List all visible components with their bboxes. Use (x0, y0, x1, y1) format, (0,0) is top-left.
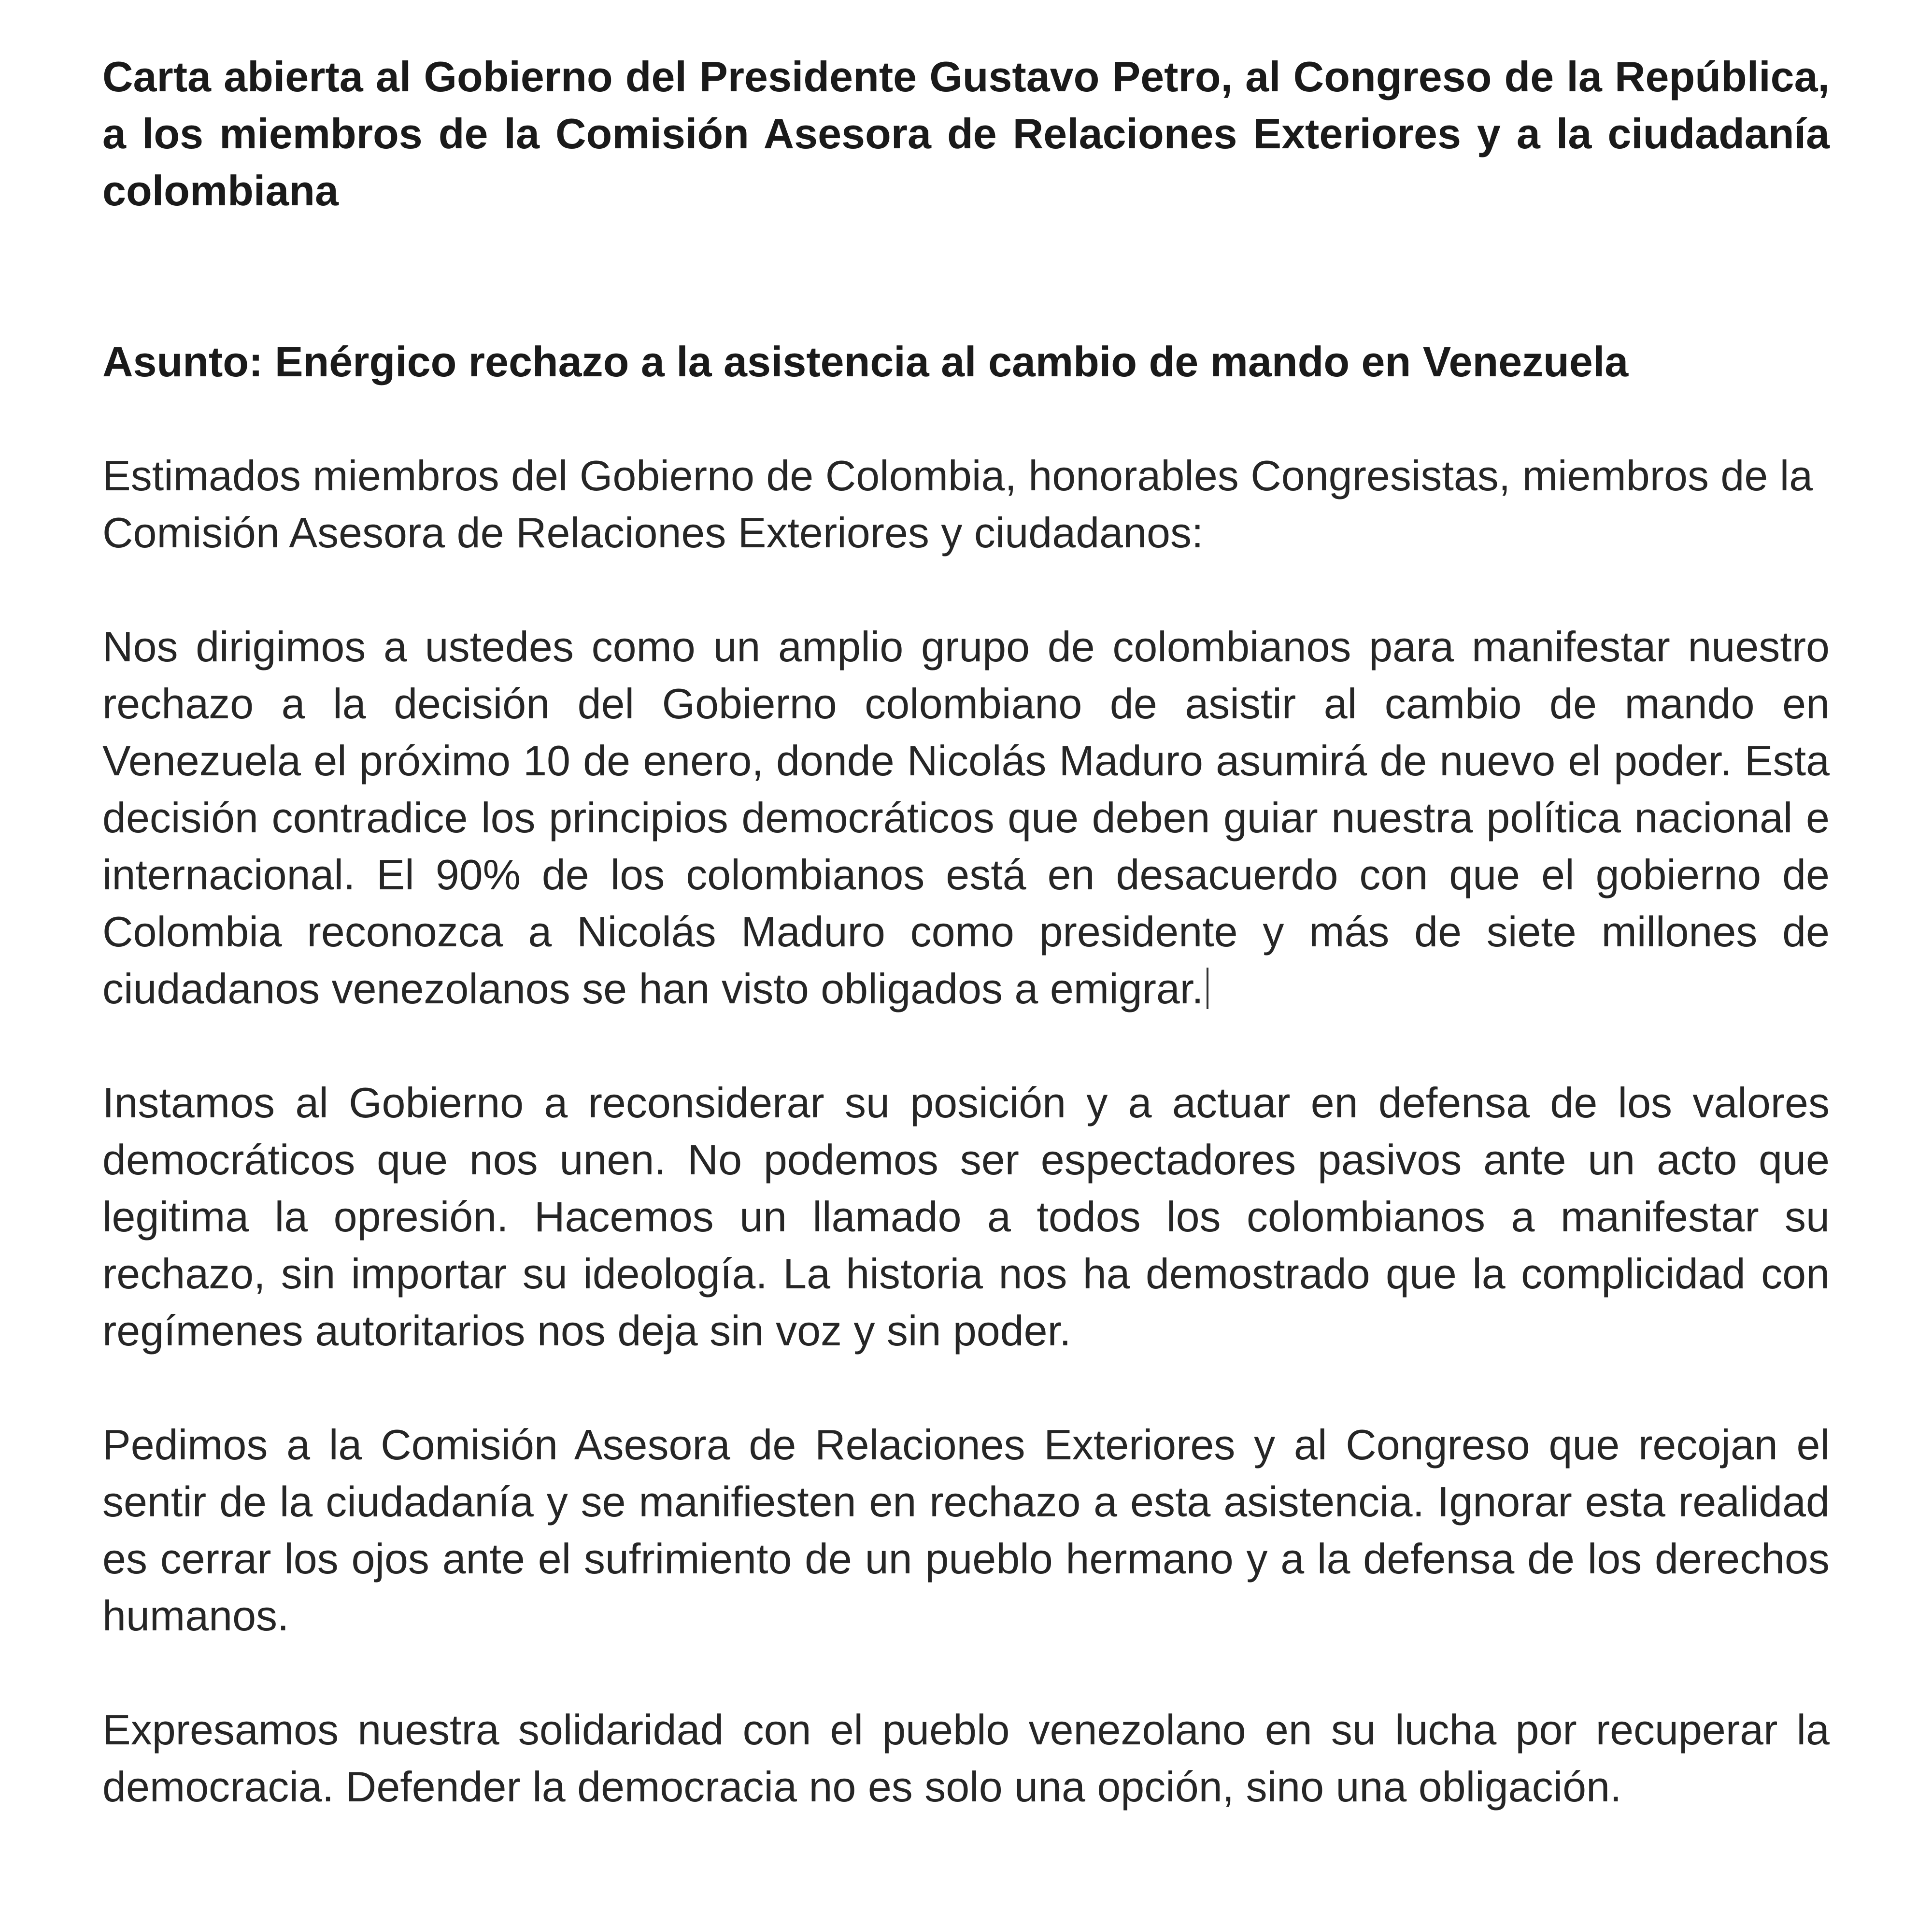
letter-title: Carta abierta al Gobierno del Presidente Gustavo Petro, al Congreso de la República, a los miembros de la Comisión Asesora de Relaciones Exteriores y a la ciudadanía colombiana (102, 53, 1830, 214)
paragraph-2: Instamos al Gobierno a reconsiderar su posición y a actuar en defensa de los valores democráticos que nos unen. No podemos ser espectadores pasivos ante un acto que legitima la opresión. Hacemos un llamado a todos los colombianos a manifestar su rechazo, sin importar su ideología. La historia nos ha demostrado que la complicidad con regímenes autoritarios nos deja sin voz y sin poder. (102, 1079, 1830, 1355)
paragraph-3: Pedimos a la Comisión Asesora de Relaciones Exteriores y al Congreso que recojan el sentir de la ciudadanía y se manifiesten en rechazo a esta asistencia. Ignorar esta realidad es cerrar los ojos ante el sufrimiento de un pueblo hermano y a la defensa de los derechos humanos. (102, 1421, 1830, 1640)
paragraph-1-text: Nos dirigimos a ustedes como un amplio grupo de colombianos para manifestar nuestro rechazo a la decisión del Gobierno colombiano de asistir al cambio de mando en Venezuela el próximo 10 de enero, donde Nicolás Maduro asumirá de nuevo el poder. Esta decisión contradice los principios democráticos que deben guiar nuestra política nacional e internacional. El 90% de los colombianos está en desacuerdo con que el gobierno de Colombia reconozca a Nicolás Maduro como presidente y más de siete millones de ciudadanos venezolanos se han visto obligados a emigrar. (102, 623, 1830, 1013)
paragraph-4: Expresamos nuestra solidaridad con el pueblo venezolano en su lucha por recuperar la democracia. Defender la democracia no es solo una opción, sino una obligación. (102, 1706, 1830, 1811)
letter-salutation: Estimados miembros del Gobierno de Colombia, honorables Congresistas, miembros de la Comisión Asesora de Relaciones Exteriores y ciudadanos: (102, 452, 1813, 556)
letter-subject: Asunto: Enérgico rechazo a la asistencia al cambio de mando en Venezuela (102, 338, 1629, 385)
paragraph-1[interactable] (102, 618, 1830, 1017)
text-cursor (1207, 968, 1208, 1009)
